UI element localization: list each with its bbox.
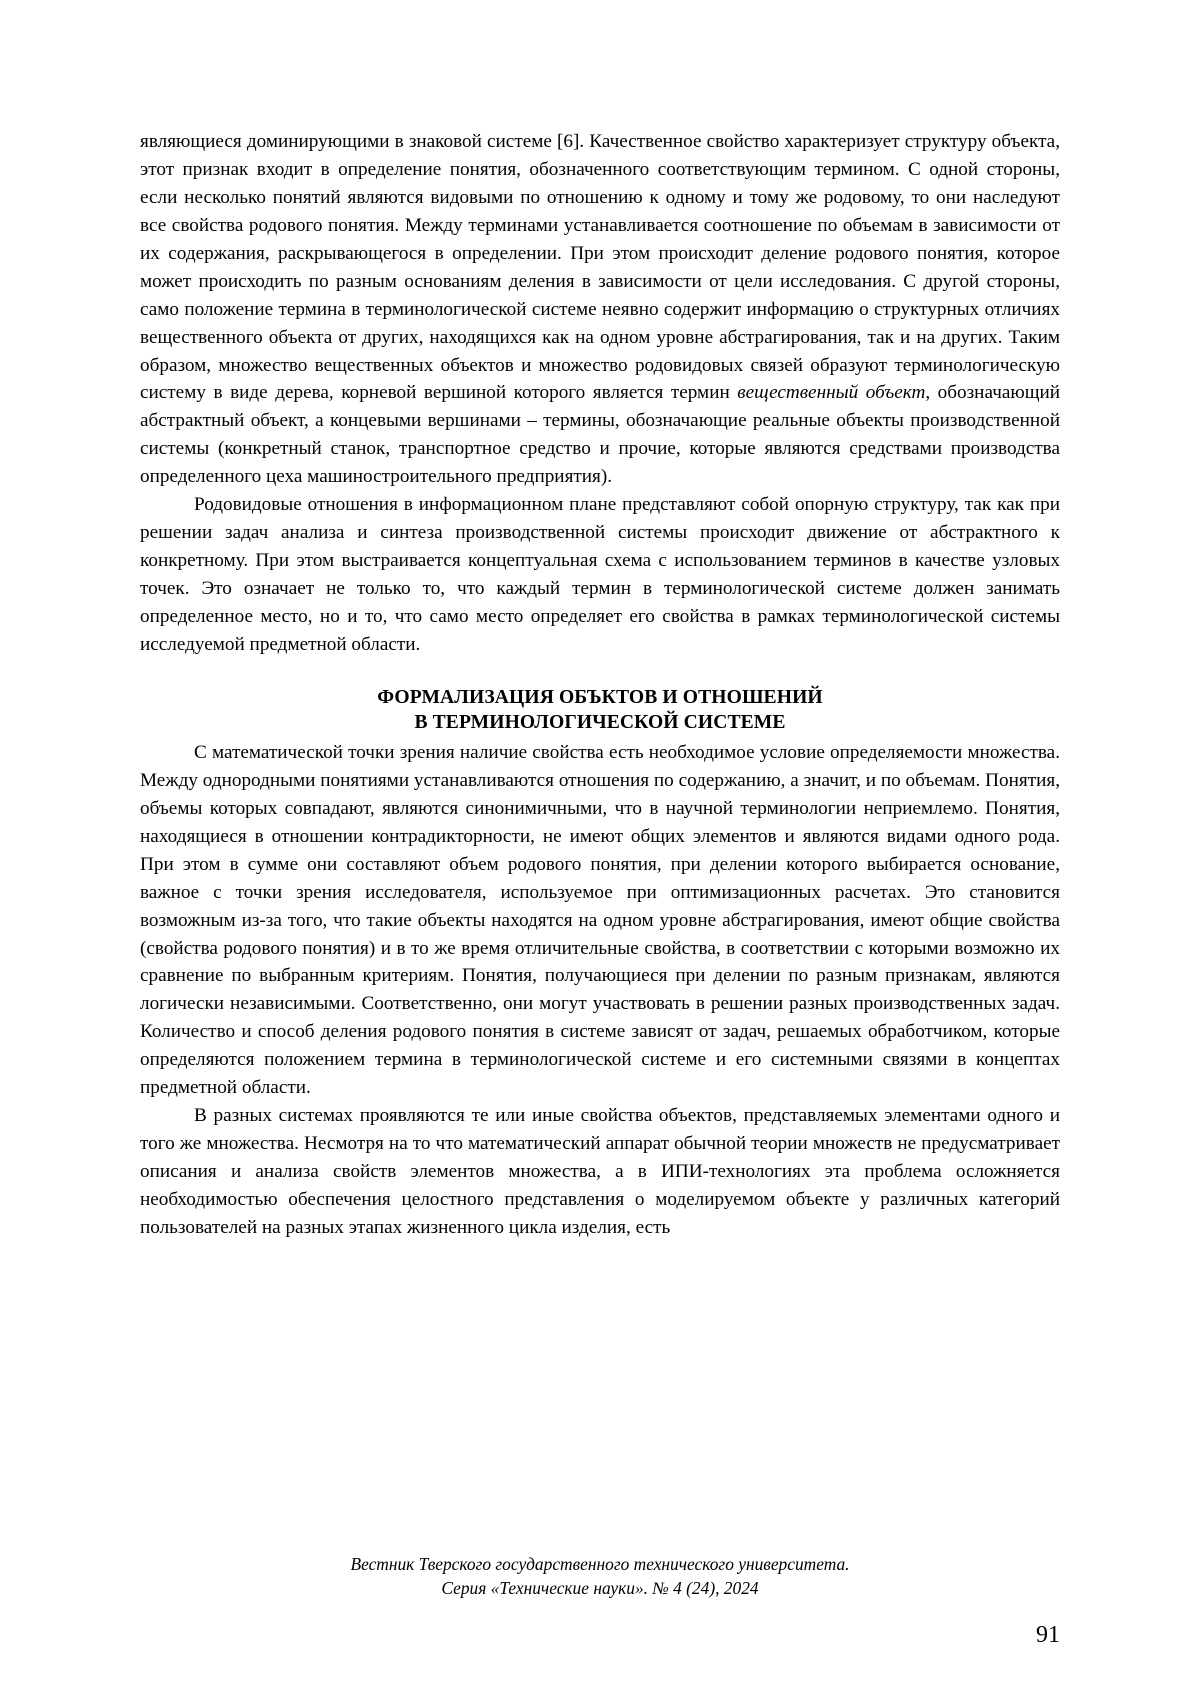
section-heading xyxy=(140,685,1060,735)
footer-journal-name: Вестник Тверского государственного технического университета. xyxy=(350,1553,850,1574)
section-heading-line-1: ФОРМАЛИЗАЦИЯ ОБЪКТОВ И ОТНОШЕНИЙ xyxy=(377,686,823,708)
page-number: 91 xyxy=(1036,1622,1060,1648)
page-footer xyxy=(0,1552,1200,1601)
paragraph-genus-species-relations: Родовидовые отношения в информационном плане представляют собой опорную структуру, так как при решении задач анализа и синтеза производственной системы происходит движение от абстрактного к конкретному. При этом выстраивается концептуальная схема с использованием терминов в качестве узловых точек. Это означает не только то, что каждый термин в терминологической системе должен занимать определенное место, но и то, что само место определяет его свойства в рамках терминологической системы исследуемой предметной области. xyxy=(140,494,1060,655)
paragraph-different-systems: В разных системах проявляются те или иные свойства объектов, представляемых элементами одного и того же множества. Несмотря на то что математический аппарат обычной теории множеств не предусматривает описания и анализа свойств элементов множества, а в ИПИ-технологиях эта проблема осложняется необходимостью обеспечения целостного представления о моделируемом объекте у различных категорий пользователей на разных этапах жизненного цикла изделия, есть xyxy=(140,1105,1060,1238)
italic-term: вещественный объект xyxy=(737,382,926,404)
paragraph-math-view: С математической точки зрения наличие свойства есть необходимое условие определяемости множества. Между однородными понятиями устанавливаются отношения по содержанию, а значит, и по объемам. Понятия, объемы которых совпадают, являются синонимичными, что в научной терминологии неприемлемо. Понятия, находящиеся в отношении контрадикторности, не имеют общих элементов и являются видами одного рода. При этом в сумме они составляют объем родового понятия, при делении которого выбирается основание, важное с точки зрения исследователя, используемое при оптимизационных расчетах. Это становится возможным из-за того, что такие объекты находятся на одном уровне абстрагирования, имеют общие свойства (свойства родового понятия) и в то же время отличительные свойства, в соответствии с которыми возможно их сравнение по выбранным критериям. Понятия, получающиеся при делении по разным признакам, являются логически независимыми. Соответственно, они могут участвовать в решении разных производственных задач. Количество и способ деления родового понятия в системе зависят от задач, решаемых обработчиком, которые определяются положением термина в терминологической системе и его системными связями в концептах предметной области. xyxy=(140,741,1060,1099)
paragraph-continuation xyxy=(140,128,1060,491)
article-body xyxy=(140,128,1060,1242)
paragraph-text: являющиеся доминирующими в знаковой системе [6]. Качественное свойство характеризует структуру объекта, этот признак входит в определение понятия, обозначенного соответствующим термином. С одной стороны, если несколько понятий являются видовыми по отношению к одному и тому же родовому, то они наследуют все свойства родового понятия. Между терминами устанавливается соотношение по объемам в зависимости от их содержания, раскрывающегося в определении. При этом происходит деление родового понятия, которое может происходить по разным основаниям деления в зависимости от цели исследования. С другой стороны, само положение термина в терминологической системе неявно содержит информацию о структурных отличиях вещественного объекта от других, находящихся как на одном уровне абстрагирования, так и на других. Таким образом, множество вещественных объектов и множество родовидовых связей образуют терминологическую систему в виде дерева, корневой вершиной которого является термин xyxy=(140,131,1060,404)
section-heading-line-2: В ТЕРМИНОЛОГИЧЕСКОЙ СИСТЕМЕ xyxy=(414,711,786,733)
paragraph-text-tail: , обозначающий абстрактный объект, а концевыми вершинами – термины, обозначающие реальные объекты производственной системы (конкретный станок, транспортное средство и прочие, которые являются средствами производства определенного цеха машиностроительного предприятия). xyxy=(140,382,1061,488)
footer-series-issue: Серия «Технические науки». № 4 (24), 2024 xyxy=(441,1578,759,1599)
